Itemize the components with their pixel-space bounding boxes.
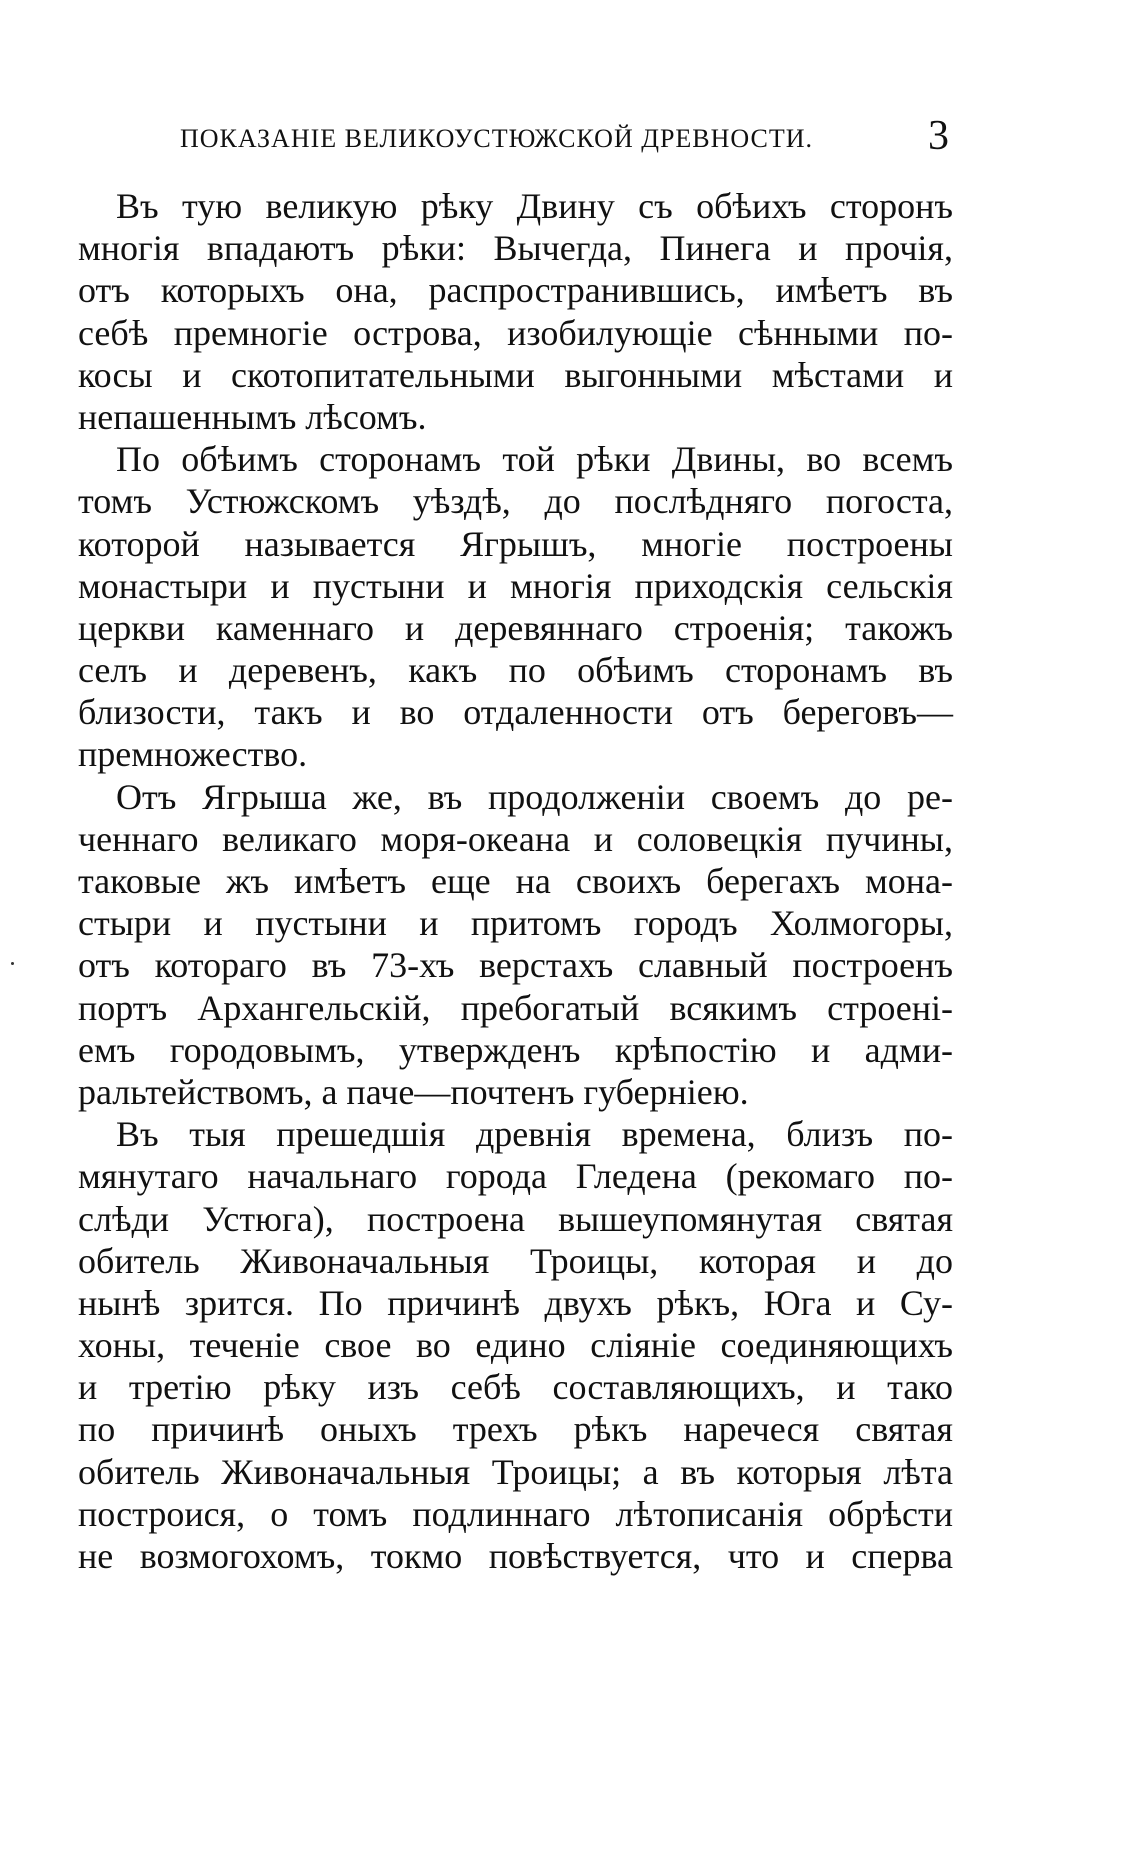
text-line: таковые жъ имѣетъ еще на своихъ берегахъ мона- bbox=[78, 861, 953, 901]
paragraph bbox=[78, 776, 953, 1114]
text-line: Въ тыя прешедшія древнія времена, близъ по- bbox=[116, 1114, 953, 1155]
text-line: себѣ премногіе острова, изобилующіе сѣнными по- bbox=[78, 312, 953, 353]
paragraph bbox=[78, 438, 953, 776]
text-line: непашеннымъ лѣсомъ. bbox=[78, 396, 427, 437]
text-line: емъ городовымъ, утвержденъ крѣпостію и адми- bbox=[78, 1029, 953, 1070]
text-line: церкви каменнаго и деревяннаго строенія; такожъ bbox=[78, 607, 953, 648]
text-line: По обѣимъ сторонамъ той рѣки Двины, во всемъ bbox=[116, 439, 953, 480]
page-number: 3 bbox=[928, 113, 949, 159]
text-line: которой называется Ягрышъ, многіе построены bbox=[78, 523, 953, 564]
text-line: премножество. bbox=[78, 734, 308, 775]
text-line: отъ которыхъ она, распространившись, имѣетъ въ bbox=[78, 270, 953, 311]
text-line: и третію рѣку изъ себѣ составляющихъ, и тако bbox=[78, 1367, 953, 1408]
text-line: отъ котораго въ 73-хъ верстахъ славный построенъ bbox=[78, 945, 953, 986]
text-line: построися, о томъ подлиннаго лѣтописанія обрѣсти bbox=[78, 1493, 953, 1534]
text-line: стыри и пустыни и притомъ городъ Холмогоры, bbox=[78, 903, 953, 944]
text-line: ченнаго великаго моря-океана и соловецкія пучины, bbox=[78, 818, 953, 859]
text-line: обитель Живоначальныя Троицы; а въ которыя лѣта bbox=[78, 1451, 953, 1492]
text-line: не возмогохомъ, токмо повѣствуется, что и сперва bbox=[78, 1536, 953, 1576]
text-line: Въ тую великую рѣку Двину съ обѣихъ сторонъ bbox=[116, 186, 953, 226]
text-line: нынѣ зрится. По причинѣ двухъ рѣкъ, Юга и Су- bbox=[78, 1282, 953, 1323]
text-line: по причинѣ оныхъ трехъ рѣкъ наречеся святая bbox=[78, 1409, 953, 1450]
text-line: слѣди Устюга), построена вышеупомянутая святая bbox=[78, 1198, 953, 1239]
margin-speck bbox=[11, 962, 14, 965]
text-line: Отъ Ягрыша же, въ продолженіи своемъ до ре- bbox=[116, 776, 953, 817]
text-line: обитель Живоначальныя Троицы, которая и до bbox=[78, 1240, 953, 1281]
paragraph bbox=[78, 1113, 953, 1577]
paragraph bbox=[78, 185, 953, 438]
text-line: портъ Архангельскій, пребогатый всякимъ строені- bbox=[78, 987, 953, 1028]
text-line: ральтействомъ, а паче—почтенъ губерніею. bbox=[78, 1071, 749, 1112]
text-line: томъ Устюжскомъ уѣздѣ, до послѣдняго погоста, bbox=[78, 481, 953, 522]
text-line: хоны, теченіе свое во едино сліяніе соединяющихъ bbox=[78, 1325, 953, 1366]
running-title: ПОКАЗАНІЕ ВЕЛИКОУСТЮЖСКОЙ ДРЕВНОСТИ. bbox=[180, 124, 814, 153]
text-line: косы и скотопитательными выгонными мѣстами и bbox=[78, 354, 953, 395]
text-line: мянутаго начальнаго города Гледена (рекомаго по- bbox=[78, 1156, 953, 1197]
text-line: близости, такъ и во отдаленности отъ береговъ— bbox=[78, 692, 953, 733]
text-line: монастыри и пустыни и многія приходскія сельскія bbox=[78, 565, 953, 606]
text-line: селъ и деревенъ, какъ по обѣимъ сторонамъ въ bbox=[78, 650, 953, 691]
body-text bbox=[78, 185, 953, 1577]
text-line: многія впадаютъ рѣки: Вычегда, Пинега и прочія, bbox=[78, 228, 953, 269]
